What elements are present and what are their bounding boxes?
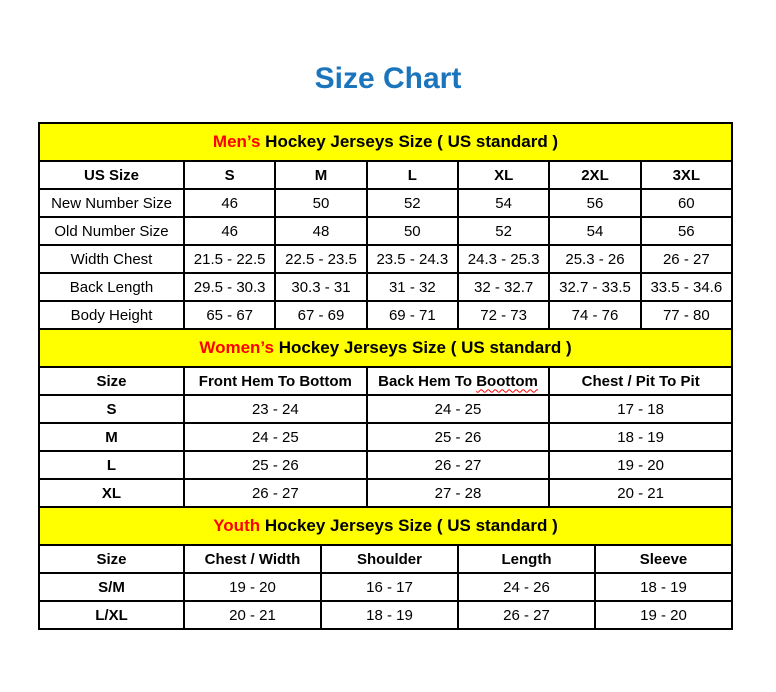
size-value-cell: 22.5 - 23.5 xyxy=(275,245,366,273)
section-banner-row xyxy=(39,123,732,161)
size-value-cell: 32 - 32.7 xyxy=(458,273,549,301)
mens-size-table xyxy=(38,122,733,330)
row-label: XL xyxy=(39,479,184,507)
size-value-cell: 18 - 19 xyxy=(549,423,732,451)
banner-text: Hockey Jerseys Size ( US standard ) xyxy=(260,132,559,151)
column-header: Length xyxy=(458,545,595,573)
size-value-cell: 74 - 76 xyxy=(549,301,640,329)
size-value-cell: 32.7 - 33.5 xyxy=(549,273,640,301)
row-label: Old Number Size xyxy=(39,217,184,245)
size-value-cell: 25.3 - 26 xyxy=(549,245,640,273)
size-value-cell: 27 - 28 xyxy=(367,479,550,507)
size-value-cell: 31 - 32 xyxy=(367,273,458,301)
table-row xyxy=(39,479,732,507)
row-label: New Number Size xyxy=(39,189,184,217)
column-header: Size xyxy=(39,545,184,573)
row-label: L xyxy=(39,451,184,479)
size-value-cell: 56 xyxy=(549,189,640,217)
size-value-cell: 50 xyxy=(275,189,366,217)
size-value-cell: 24 - 26 xyxy=(458,573,595,601)
column-header: L xyxy=(367,161,458,189)
row-label: Body Height xyxy=(39,301,184,329)
table-row xyxy=(39,601,732,629)
size-value-cell: 69 - 71 xyxy=(367,301,458,329)
size-value-cell: 25 - 26 xyxy=(184,451,367,479)
row-label: Width Chest xyxy=(39,245,184,273)
table-row xyxy=(39,395,732,423)
column-header xyxy=(367,367,550,395)
column-header: Chest / Width xyxy=(184,545,321,573)
size-value-cell: 50 xyxy=(367,217,458,245)
banner-highlight: Youth xyxy=(213,516,261,535)
size-value-cell: 26 - 27 xyxy=(184,479,367,507)
mens-section-banner xyxy=(39,123,732,161)
table-row xyxy=(39,273,732,301)
size-value-cell: 24 - 25 xyxy=(367,395,550,423)
table-row xyxy=(39,301,732,329)
column-header-text: Back Hem To xyxy=(378,372,477,390)
column-header: S xyxy=(184,161,275,189)
size-value-cell: 26 - 27 xyxy=(367,451,550,479)
column-header: XL xyxy=(458,161,549,189)
column-header: US Size xyxy=(39,161,184,189)
size-value-cell: 24 - 25 xyxy=(184,423,367,451)
size-value-cell: 48 xyxy=(275,217,366,245)
column-header: 2XL xyxy=(549,161,640,189)
column-header: Front Hem To Bottom xyxy=(184,367,367,395)
banner-highlight: Men’s xyxy=(212,132,261,151)
section-banner-row xyxy=(39,507,732,545)
column-header: Shoulder xyxy=(321,545,458,573)
size-value-cell: 25 - 26 xyxy=(367,423,550,451)
column-header: M xyxy=(275,161,366,189)
size-value-cell: 77 - 80 xyxy=(641,301,732,329)
size-value-cell: 30.3 - 31 xyxy=(275,273,366,301)
row-label: S xyxy=(39,395,184,423)
section-banner-row xyxy=(39,329,732,367)
size-value-cell: 54 xyxy=(549,217,640,245)
size-value-cell: 46 xyxy=(184,217,275,245)
row-label: L/XL xyxy=(39,601,184,629)
table-row xyxy=(39,217,732,245)
table-row xyxy=(39,573,732,601)
column-header: Chest / Pit To Pit xyxy=(549,367,732,395)
page-title: Size Chart xyxy=(314,62,462,95)
size-value-cell: 17 - 18 xyxy=(549,395,732,423)
row-label: Back Length xyxy=(39,273,184,301)
size-value-cell: 20 - 21 xyxy=(184,601,321,629)
size-value-cell: 46 xyxy=(184,189,275,217)
size-value-cell: 52 xyxy=(367,189,458,217)
youth-section-banner xyxy=(39,507,732,545)
size-value-cell: 60 xyxy=(641,189,732,217)
size-value-cell: 19 - 20 xyxy=(549,451,732,479)
row-label: M xyxy=(39,423,184,451)
size-value-cell: 16 - 17 xyxy=(321,573,458,601)
size-value-cell: 23 - 24 xyxy=(184,395,367,423)
size-value-cell: 33.5 - 34.6 xyxy=(641,273,732,301)
size-chart-tables xyxy=(38,122,733,630)
size-value-cell: 56 xyxy=(641,217,732,245)
table-row xyxy=(39,189,732,217)
column-header-row xyxy=(39,545,732,573)
womens-section-banner xyxy=(39,329,732,367)
banner-highlight: Women’s xyxy=(199,338,274,357)
size-value-cell: 23.5 - 24.3 xyxy=(367,245,458,273)
size-value-cell: 18 - 19 xyxy=(321,601,458,629)
size-value-cell: 19 - 20 xyxy=(184,573,321,601)
size-value-cell: 65 - 67 xyxy=(184,301,275,329)
banner-text: Hockey Jerseys Size ( US standard ) xyxy=(260,516,558,535)
column-header-row xyxy=(39,367,732,395)
banner-text: Hockey Jerseys Size ( US standard ) xyxy=(273,338,572,357)
size-value-cell: 26 - 27 xyxy=(641,245,732,273)
size-value-cell: 54 xyxy=(458,189,549,217)
size-value-cell: 72 - 73 xyxy=(458,301,549,329)
size-value-cell: 19 - 20 xyxy=(595,601,732,629)
column-header-row xyxy=(39,161,732,189)
table-row xyxy=(39,451,732,479)
youth-size-table xyxy=(38,506,733,630)
table-row xyxy=(39,423,732,451)
column-header: Sleeve xyxy=(595,545,732,573)
misspelled-word: Boottom xyxy=(476,372,538,390)
size-value-cell: 67 - 69 xyxy=(275,301,366,329)
womens-size-table xyxy=(38,328,733,508)
size-value-cell: 20 - 21 xyxy=(549,479,732,507)
size-value-cell: 24.3 - 25.3 xyxy=(458,245,549,273)
size-value-cell: 29.5 - 30.3 xyxy=(184,273,275,301)
table-row xyxy=(39,245,732,273)
size-value-cell: 26 - 27 xyxy=(458,601,595,629)
size-value-cell: 52 xyxy=(458,217,549,245)
column-header: 3XL xyxy=(641,161,732,189)
row-label: S/M xyxy=(39,573,184,601)
column-header: Size xyxy=(39,367,184,395)
size-value-cell: 18 - 19 xyxy=(595,573,732,601)
size-value-cell: 21.5 - 22.5 xyxy=(184,245,275,273)
